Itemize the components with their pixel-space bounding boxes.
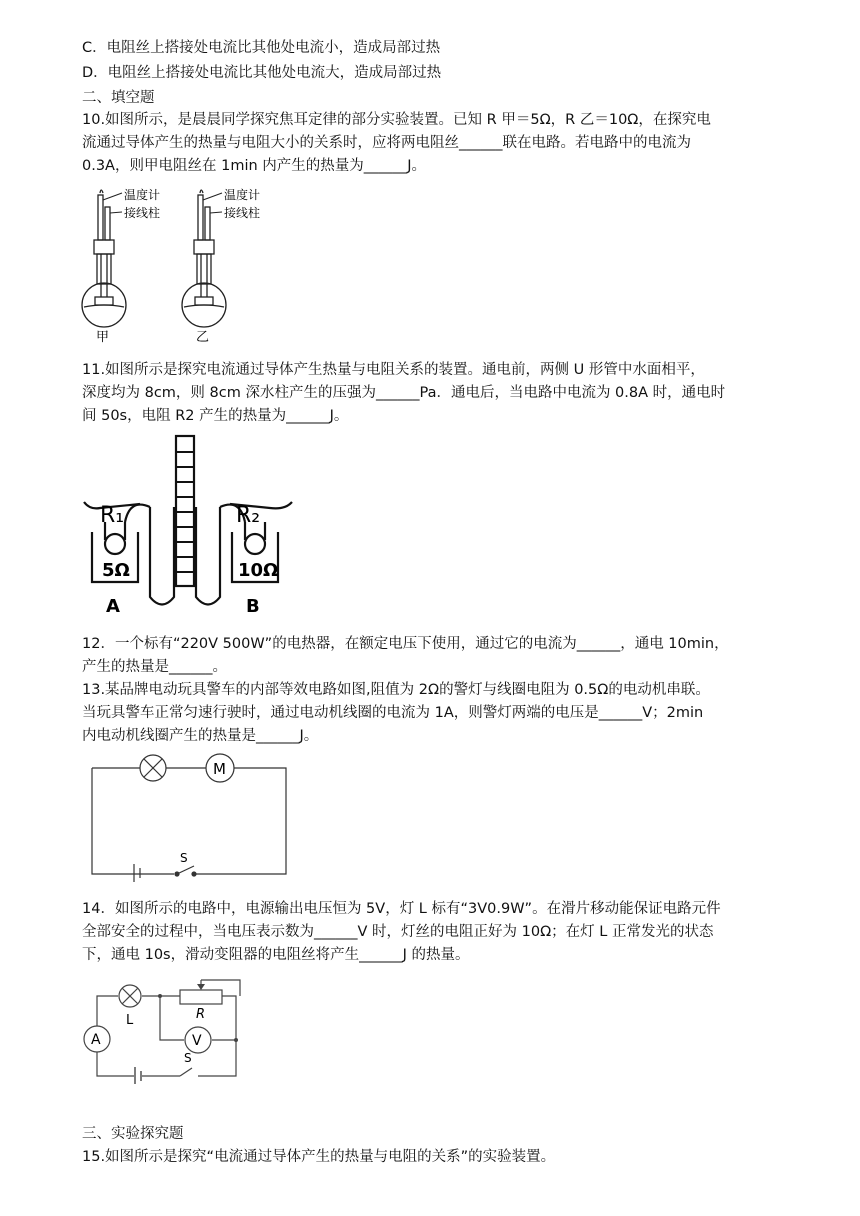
q13-line-2: 当玩具警车正常匀速行驶时，通过电动机线圈的电流为 1A，则警灯两端的电压是______V；2min xyxy=(82,705,704,721)
q12-line-1: 12．一个标有“220V 500W”的电热器，在额定电压下使用，通过它的电流为______，通电 10min， xyxy=(82,636,729,652)
section-experiment-heading: 三、实验探究题 xyxy=(82,1126,184,1142)
r1-label: R₁ xyxy=(100,503,125,528)
q14-line-3: 下，通电 10s，滑动变阻器的电阻丝将产生______J 的热量。 xyxy=(82,947,470,963)
q11-line-1: 11.如图所示是探究电流通过导体产生热量与电阻关系的装置。通电前，两侧 U 形管中水面相平， xyxy=(82,362,705,378)
q12-line-2: 产生的热量是______。 xyxy=(82,659,227,675)
r2-label: R₂ xyxy=(236,503,261,528)
q10-line-1: 10.如图所示，是晨晨同学探究焦耳定律的部分实验装置。已知 R 甲＝5Ω，R 乙＝10Ω，在探究电 xyxy=(82,112,711,128)
r1-value: 5Ω xyxy=(102,560,130,581)
rheostat-label: R xyxy=(196,1007,206,1022)
motor-label: M xyxy=(213,760,226,778)
q15-line-1: 15.如图所示是探究“电流通过导体产生的热量与电阻的关系”的实验装置。 xyxy=(82,1149,556,1165)
q14-figure xyxy=(80,978,250,1084)
container-a-label: A xyxy=(106,596,120,617)
flask-yi xyxy=(182,190,226,327)
switch-label-q13: S xyxy=(180,851,188,865)
label-yi: 乙 xyxy=(196,330,210,345)
option-c: C．电阻丝上搭接处电流比其他处电流小，造成局部过热 xyxy=(82,40,441,56)
q14-line-2: 全部安全的过程中，当电压表示数为______V 时，灯丝的电阻正好为 10Ω；在灯 L 正常发光的状态 xyxy=(82,924,714,940)
q11-line-3: 间 50s，电阻 R2 产生的热量为______J。 xyxy=(82,408,349,424)
r2-value: 10Ω xyxy=(238,560,279,581)
switch-label-q14: S xyxy=(184,1051,192,1065)
q13-line-1: 13.某品牌电动玩具警车的内部等效电路如图,阻值为 2Ω的警灯与线圈电阻为 0.5Ω的电动机串联。 xyxy=(82,682,710,698)
q10-line-2: 流通过导体产生的热量与电阻大小的关系时，应将两电阻丝______联在电路。若电路中的电流为 xyxy=(82,135,691,151)
lamp-label: L xyxy=(126,1013,134,1028)
q11-figure xyxy=(80,432,300,618)
thermometer-label-right: 温度计 xyxy=(224,188,261,202)
terminal-label-left: 接线柱 xyxy=(124,206,161,220)
voltmeter-label: V xyxy=(192,1033,202,1049)
q11-line-2: 深度均为 8cm，则 8cm 深水柱产生的压强为______Pa．通电后，当电路中电流为 0.8A 时，通电时 xyxy=(82,385,726,401)
container-b-label: B xyxy=(246,596,260,617)
ammeter-label: A xyxy=(91,1032,101,1048)
thermometer-label-left: 温度计 xyxy=(124,188,161,202)
q10-figure xyxy=(80,185,280,345)
q13-line-3: 内电动机线圈产生的热量是______J。 xyxy=(82,728,319,744)
option-d: D．电阻丝上搭接处电流比其他处电流大，造成局部过热 xyxy=(82,65,442,81)
label-jia: 甲 xyxy=(96,330,110,345)
section-fill-heading: 二、填空题 xyxy=(82,90,155,106)
q10-line-3: 0.3A，则甲电阻丝在 1min 内产生的热量为______J。 xyxy=(82,158,427,174)
q14-line-1: 14．如图所示的电路中，电源输出电压恒为 5V，灯 L 标有“3V0.9W”。在滑片移动能保证电路元件 xyxy=(82,901,721,917)
q13-figure xyxy=(88,752,298,882)
flask-jia xyxy=(82,190,126,327)
terminal-label-right: 接线柱 xyxy=(224,206,261,220)
